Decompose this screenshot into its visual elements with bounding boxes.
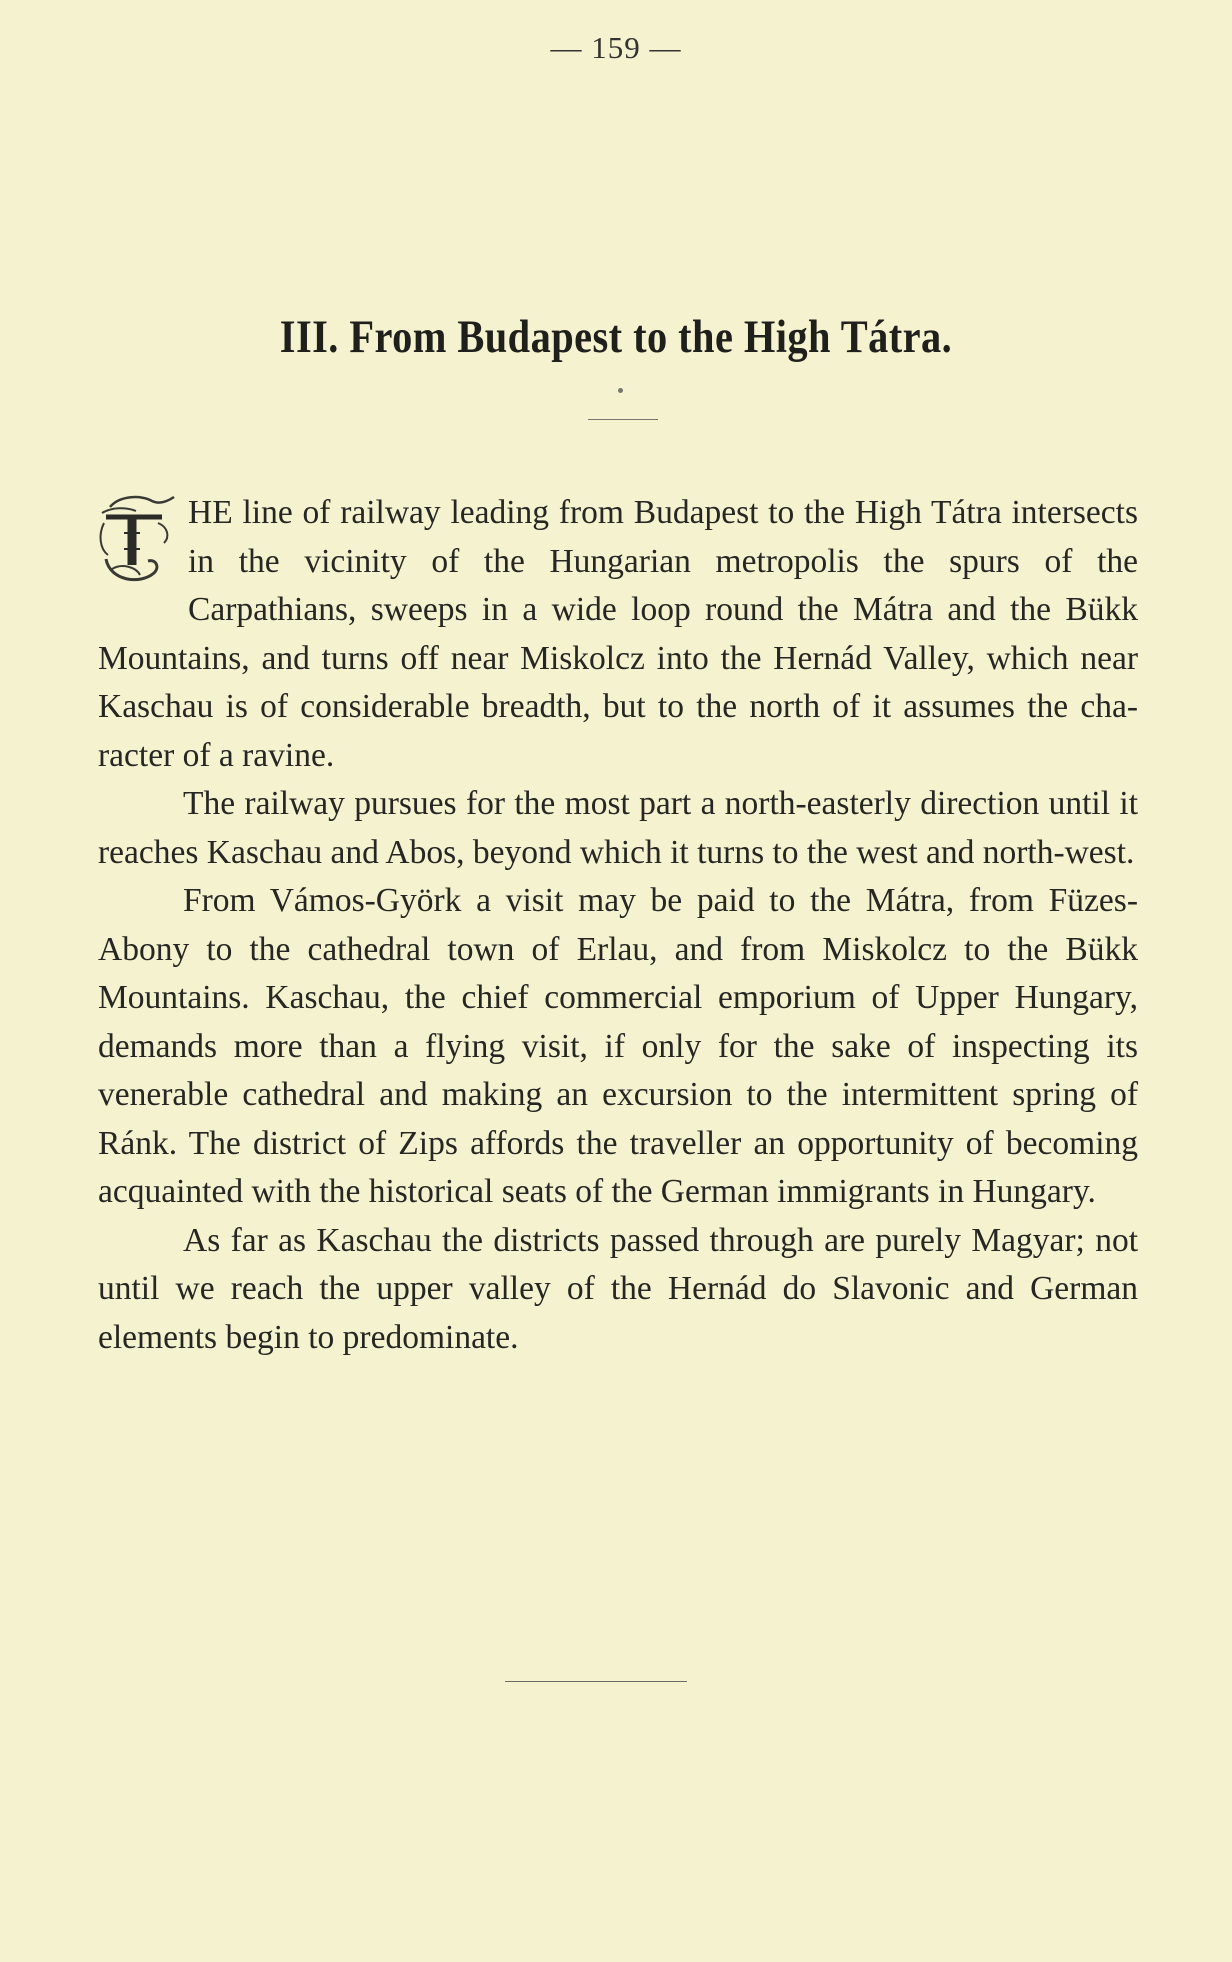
title-rule — [588, 419, 658, 420]
page-number: — 159 — — [550, 30, 682, 65]
ornamental-dropcap-icon — [96, 493, 182, 593]
dropcap-letter — [96, 593, 97, 594]
chapter-title: III. From Budapest to the High Tátra. — [279, 311, 953, 363]
paragraph-2: The railway pursues for the most part a north-easterly direction until it reaches Kaschau and Abos, beyond which it turns to the west and north-west. — [98, 785, 1138, 871]
paragraph-3: From Vámos-Györk a visit may be paid to the Mátra, from Füzes-Abony to the cathedral town of Erlau, and from Miskolcz to the Bükk Mountains. Kaschau, the chief commercial emporium of Upper Hungary, demands more than a flying visit, if only for the sake of inspecting its venerable cathedral and making an excursion to the intermittent spring of Ránk. The district of Zips affords the traveller an opportunity of becoming acquainted with the historical seats of the German immigrants in Hungary. — [98, 882, 1138, 1210]
paragraph-1 — [98, 489, 1138, 780]
paragraph-1-text: HE line of railway leading from Budapest to the High Tátra intersects in the vicinity of the Hungarian metropolis the spurs of the Carpathians, sweeps in a wide loop round the Mátra and the Bükk Mountains, and turns off near Miskolcz into the Hernád Valley, which near Kaschau is of considerable breadth, but to the north of it assumes the character of a ravine. — [98, 494, 1138, 774]
bottom-rule — [505, 1681, 687, 1682]
body-text — [98, 489, 1138, 1362]
title-ornament-dot — [618, 388, 623, 393]
paragraph-4: As far as Kaschau the districts passed through are purely Magyar; not until we reach the upper valley of the Hernád do Slavonic and German elements begin to predominate. — [98, 1221, 1138, 1356]
